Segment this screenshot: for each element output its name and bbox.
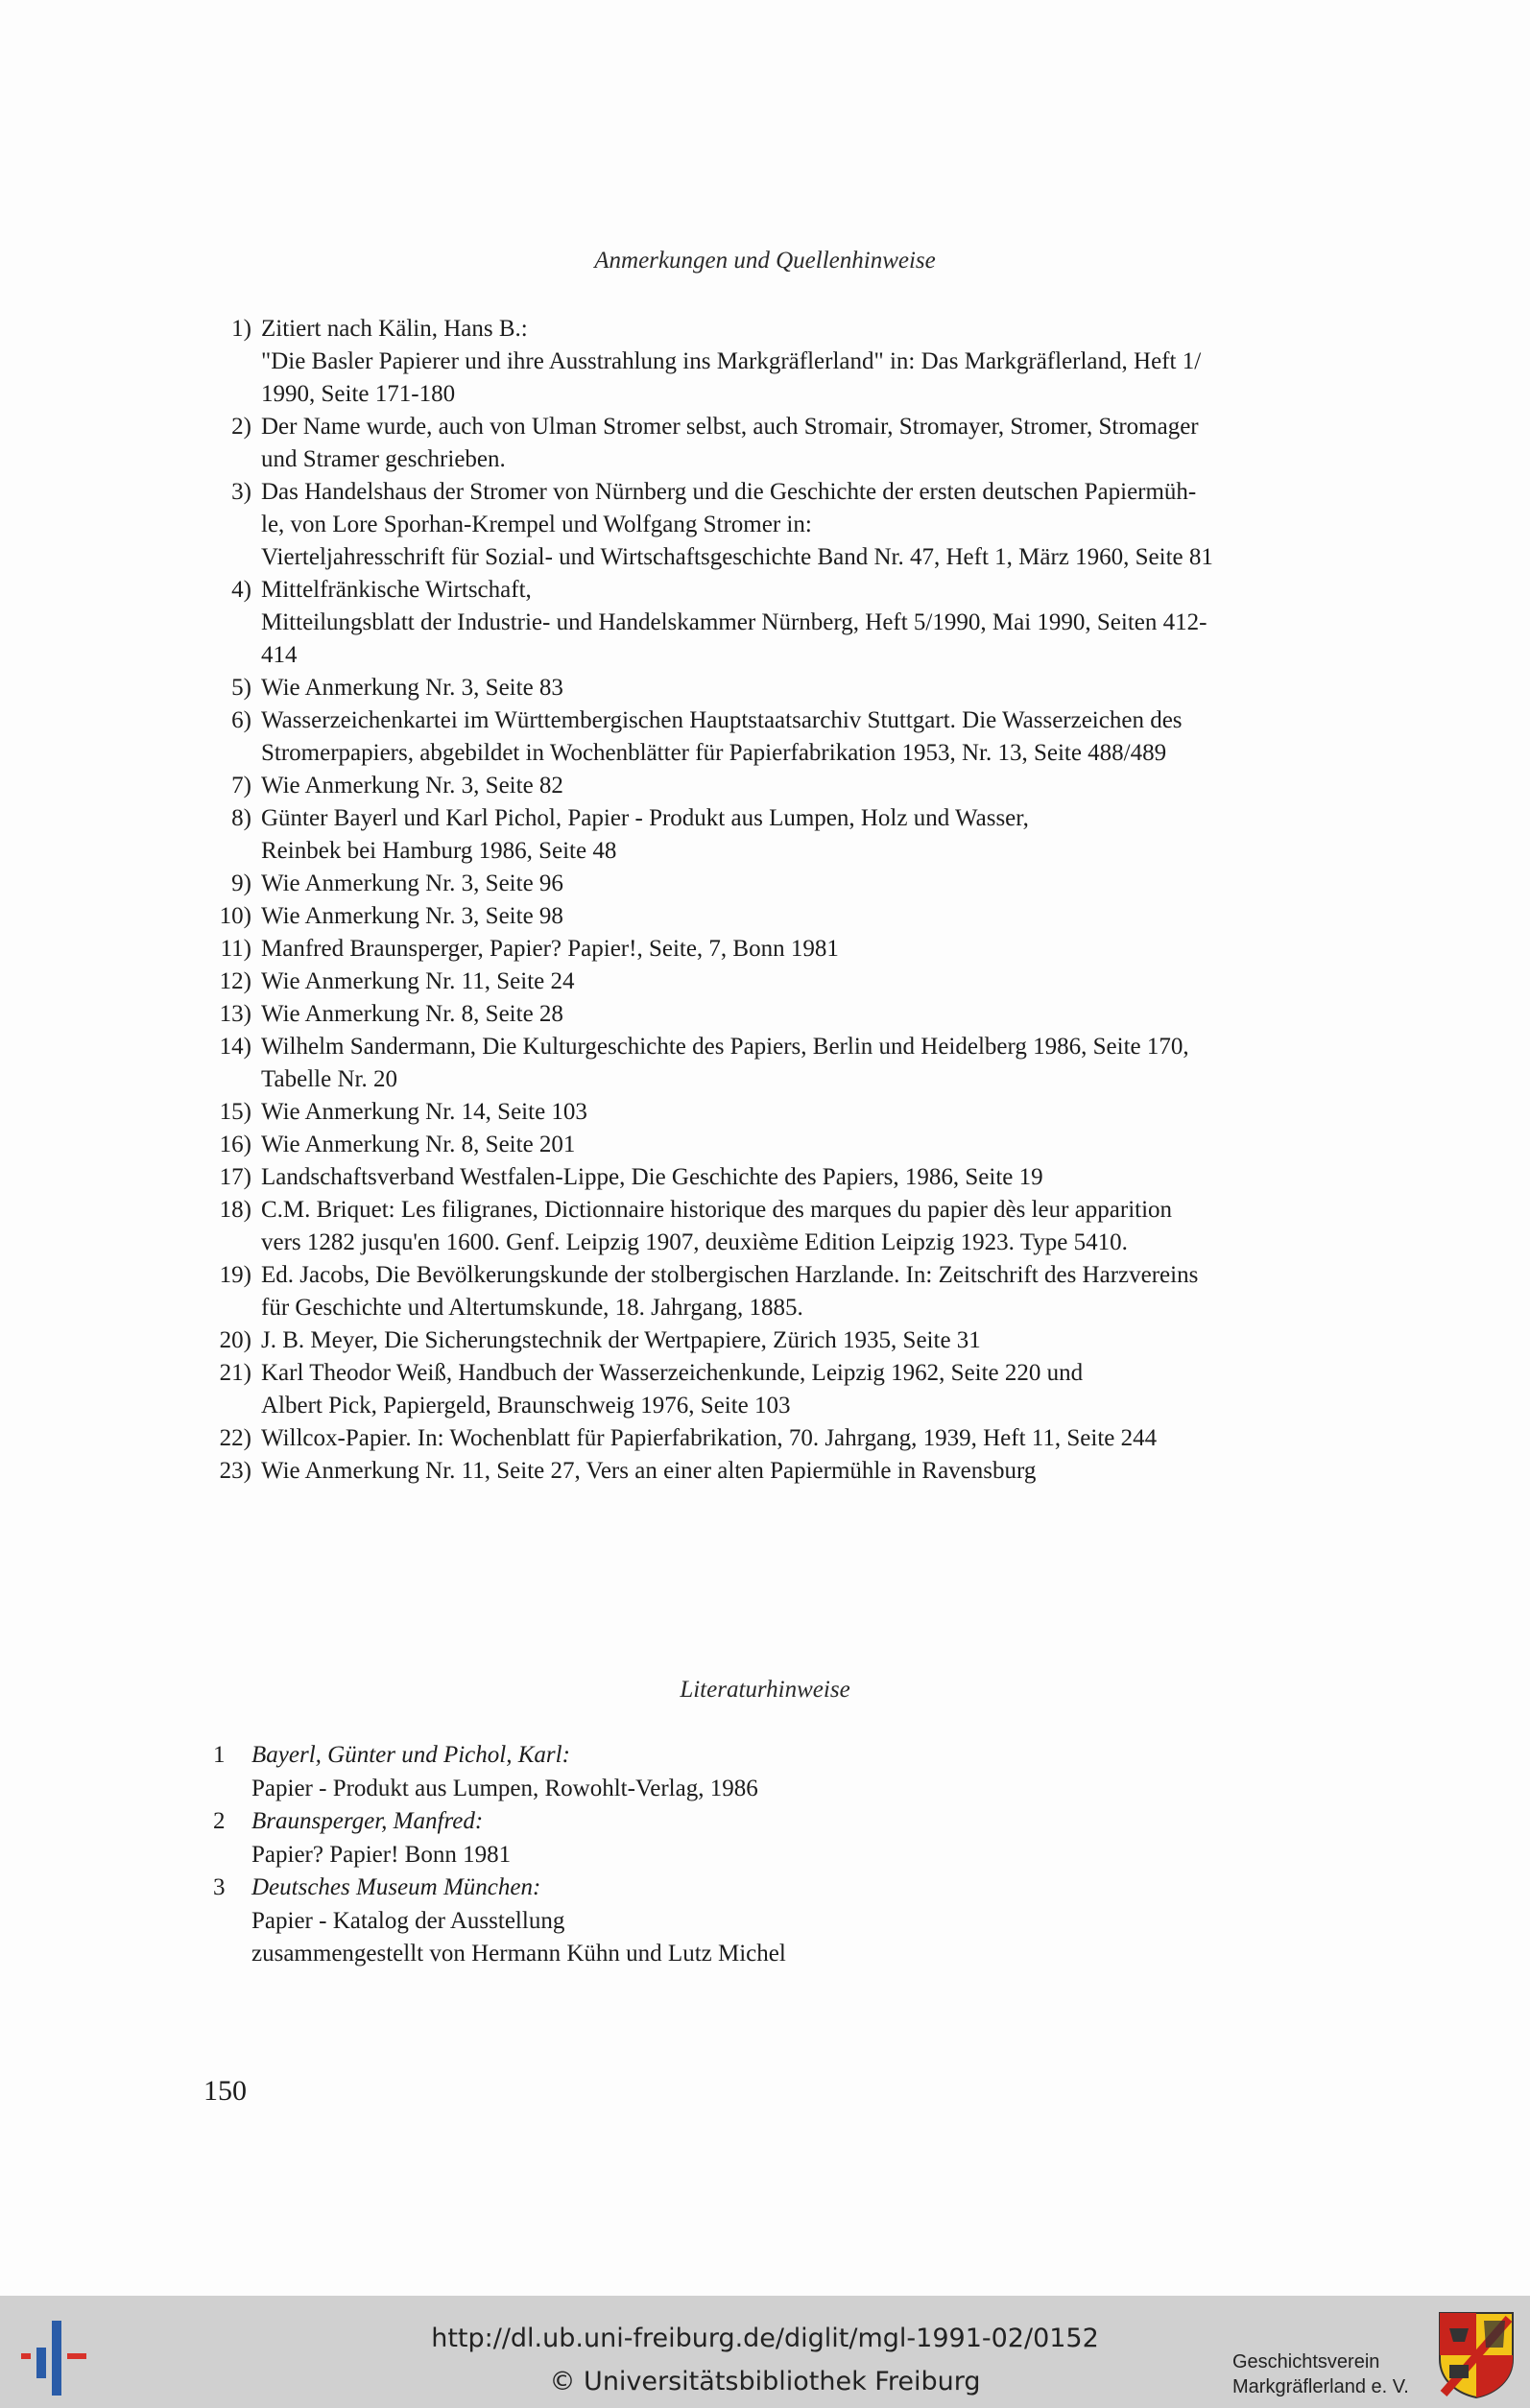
- note-text: [261, 574, 1344, 672]
- note-item: [192, 868, 1344, 900]
- note-line: Wie Anmerkung Nr. 3, Seite 96: [261, 870, 563, 896]
- note-number: 12): [219, 968, 251, 994]
- note-line: Das Handelshaus der Stromer von Nürnberg und die Geschichte der ersten deutschen Papiermüh-: [261, 479, 1197, 505]
- note-number: 15): [219, 1099, 251, 1125]
- note-item: [192, 704, 1344, 770]
- note-number: 19): [219, 1262, 251, 1288]
- footer-copyright: © Universitätsbibliothek Freiburg: [549, 2367, 981, 2396]
- literature-text: [251, 1872, 786, 1971]
- society-name: [1232, 2349, 1409, 2399]
- literature-text: [251, 1805, 511, 1872]
- note-line: Landschaftsverband Westfalen-Lippe, Die Geschichte des Papiers, 1986, Seite 19: [261, 1164, 1043, 1190]
- note-line: vers 1282 jusqu'en 1600. Genf. Leipzig 1907, deuxième Edition Leipzig 1923. Type 5410.: [261, 1229, 1128, 1255]
- note-item: [192, 1161, 1344, 1194]
- note-number: 21): [219, 1360, 251, 1386]
- note-text: [261, 900, 1344, 933]
- note-line: Der Name wurde, auch von Ulman Stromer selbst, auch Stromair, Stromayer, Stromer, Stromager: [261, 414, 1199, 440]
- note-number: 11): [220, 936, 251, 962]
- note-number: 14): [219, 1034, 251, 1060]
- note-item: [192, 1129, 1344, 1161]
- literature-number: 1: [213, 1742, 226, 1768]
- note-item: [192, 900, 1344, 933]
- note-line: Ed. Jacobs, Die Bevölkerungskunde der stolbergischen Harzlande. In: Zeitschrift des Harzvereins: [261, 1262, 1199, 1288]
- literature-list: [192, 1739, 1248, 1971]
- note-line: Wie Anmerkung Nr. 3, Seite 98: [261, 903, 563, 929]
- note-item: [192, 998, 1344, 1031]
- note-line: Wie Anmerkung Nr. 3, Seite 83: [261, 675, 563, 701]
- note-line: Wilhelm Sandermann, Die Kulturgeschichte des Papiers, Berlin und Heidelberg 1986, Seite 170,: [261, 1034, 1189, 1060]
- note-item: [192, 1422, 1344, 1455]
- note-item: [192, 1324, 1344, 1357]
- note-number: 1): [231, 316, 251, 342]
- note-line: Zitiert nach Kälin, Hans B.:: [261, 316, 528, 342]
- note-item: [192, 672, 1344, 704]
- note-line: Karl Theodor Weiß, Handbuch der Wasserzeichenkunde, Leipzig 1962, Seite 220 und: [261, 1360, 1084, 1386]
- note-line: Mitteilungsblatt der Industrie- und Handelskammer Nürnberg, Heft 5/1990, Mai 1990, Seiten 412-: [261, 609, 1207, 635]
- literature-item: [192, 1805, 1248, 1872]
- note-item: [192, 966, 1344, 998]
- note-text: [261, 933, 1344, 966]
- note-number: 9): [231, 870, 251, 896]
- note-text: [261, 802, 1344, 868]
- note-number: 18): [219, 1197, 251, 1223]
- note-text: [261, 1129, 1344, 1161]
- note-item: [192, 313, 1344, 411]
- note-line: Mittelfränkische Wirtschaft,: [261, 577, 532, 603]
- note-item: [192, 770, 1344, 802]
- note-item: [192, 1357, 1344, 1422]
- note-line: Wie Anmerkung Nr. 8, Seite 201: [261, 1132, 576, 1157]
- note-item: [192, 1031, 1344, 1096]
- notes-heading: Anmerkungen und Quellenhinweise: [594, 248, 936, 274]
- note-text: [261, 770, 1344, 802]
- literature-heading: Literaturhinweise: [680, 1677, 850, 1703]
- note-text: [261, 966, 1344, 998]
- note-number: 23): [219, 1458, 251, 1484]
- note-text: [261, 868, 1344, 900]
- note-text: [261, 1357, 1344, 1422]
- note-text: [261, 1161, 1344, 1194]
- note-text: [261, 1455, 1344, 1488]
- note-number: 16): [219, 1132, 251, 1157]
- note-line: J. B. Meyer, Die Sicherungstechnik der Wertpapiere, Zürich 1935, Seite 31: [261, 1327, 981, 1353]
- literature-author: Deutsches Museum München:: [251, 1874, 541, 1900]
- note-text: [261, 476, 1344, 574]
- note-item: [192, 802, 1344, 868]
- note-text: [261, 1194, 1344, 1259]
- footer-url-link[interactable]: http://dl.ub.uni-freiburg.de/diglit/mgl-1991-02/0152: [431, 2324, 1099, 2353]
- note-number: 3): [231, 479, 251, 505]
- note-item: [192, 1455, 1344, 1488]
- literature-line: zusammengestellt von Hermann Kühn und Lutz Michel: [251, 1941, 786, 1967]
- note-item: [192, 933, 1344, 966]
- note-text: [261, 1259, 1344, 1324]
- note-number: 22): [219, 1425, 251, 1451]
- note-line: Manfred Braunsperger, Papier? Papier!, Seite, 7, Bonn 1981: [261, 936, 839, 962]
- note-line: le, von Lore Sporhan-Krempel und Wolfgang Stromer in:: [261, 512, 812, 537]
- note-text: [261, 1422, 1344, 1455]
- society-line-2: Markgräflerland e. V.: [1232, 2376, 1409, 2397]
- note-line: Stromerpapiers, abgebildet in Wochenblätter für Papierfabrikation 1953, Nr. 13, Seite 488/489: [261, 740, 1167, 766]
- note-line: Vierteljahresschrift für Sozial- und Wirtschaftsgeschichte Band Nr. 47, Heft 1, März 1960, Seite 81: [261, 544, 1213, 570]
- note-line: und Stramer geschrieben.: [261, 446, 506, 472]
- note-line: Albert Pick, Papiergeld, Braunschweig 1976, Seite 103: [261, 1393, 791, 1419]
- coat-of-arms-icon: [1436, 2309, 1517, 2399]
- note-item: [192, 574, 1344, 672]
- note-line: 414: [261, 642, 298, 668]
- page-number: 150: [203, 2075, 247, 2107]
- literature-item: [192, 1872, 1248, 1971]
- note-text: [261, 1096, 1344, 1129]
- note-text: [261, 1031, 1344, 1096]
- note-line: Reinbek bei Hamburg 1986, Seite 48: [261, 838, 617, 864]
- literature-number: 2: [213, 1808, 226, 1834]
- note-number: 20): [219, 1327, 251, 1353]
- note-line: Wie Anmerkung Nr. 14, Seite 103: [261, 1099, 587, 1125]
- notes-list: [192, 313, 1344, 1488]
- note-line: Wasserzeichenkartei im Württembergischen Hauptstaatsarchiv Stuttgart. Die Wasserzeichen des: [261, 707, 1183, 733]
- note-line: Wie Anmerkung Nr. 8, Seite 28: [261, 1001, 563, 1027]
- note-item: [192, 411, 1344, 476]
- note-item: [192, 1096, 1344, 1129]
- note-number: 17): [219, 1164, 251, 1190]
- literature-line: Papier? Papier! Bonn 1981: [251, 1841, 512, 1868]
- note-line: Wie Anmerkung Nr. 11, Seite 27, Vers an einer alten Papiermühle in Ravensburg: [261, 1458, 1037, 1484]
- note-line: Günter Bayerl und Karl Pichol, Papier - Produkt aus Lumpen, Holz und Wasser,: [261, 805, 1029, 831]
- note-item: [192, 1194, 1344, 1259]
- note-number: 4): [231, 577, 251, 603]
- note-line: "Die Basler Papierer und ihre Ausstrahlung ins Markgräflerland" in: Das Markgräflerland, Heft 1/: [261, 348, 1202, 374]
- note-number: 8): [231, 805, 251, 831]
- note-number: 6): [231, 707, 251, 733]
- note-text: [261, 1324, 1344, 1357]
- literature-author: Braunsperger, Manfred:: [251, 1808, 484, 1834]
- literature-number: 3: [213, 1874, 226, 1900]
- note-number: 10): [219, 903, 251, 929]
- note-number: 2): [231, 414, 251, 440]
- note-line: Wie Anmerkung Nr. 3, Seite 82: [261, 773, 563, 799]
- society-line-1: Geschichtsverein: [1232, 2351, 1380, 2372]
- note-item: [192, 1259, 1344, 1324]
- literature-author: Bayerl, Günter und Pichol, Karl:: [251, 1742, 570, 1768]
- note-line: 1990, Seite 171-180: [261, 381, 456, 407]
- note-text: [261, 672, 1344, 704]
- note-line: Tabelle Nr. 20: [261, 1066, 397, 1092]
- note-line: Wie Anmerkung Nr. 11, Seite 24: [261, 968, 575, 994]
- note-line: C.M. Briquet: Les filigranes, Dictionnaire historique des marques du papier dès leur apparition: [261, 1197, 1173, 1223]
- literature-line: Papier - Produkt aus Lumpen, Rowohlt-Verlag, 1986: [251, 1775, 758, 1801]
- note-line: für Geschichte und Altertumskunde, 18. Jahrgang, 1885.: [261, 1295, 803, 1321]
- note-item: [192, 476, 1344, 574]
- note-line: Willcox-Papier. In: Wochenblatt für Papierfabrikation, 70. Jahrgang, 1939, Heft 11, Seite 244: [261, 1425, 1158, 1451]
- literature-item: [192, 1739, 1248, 1805]
- note-text: [261, 998, 1344, 1031]
- literature-line: Papier - Katalog der Ausstellung: [251, 1907, 565, 1934]
- note-number: 13): [219, 1001, 251, 1027]
- note-text: [261, 704, 1344, 770]
- note-number: 5): [231, 675, 251, 701]
- note-number: 7): [231, 773, 251, 799]
- note-text: [261, 411, 1344, 476]
- literature-text: [251, 1739, 758, 1805]
- note-text: [261, 313, 1344, 411]
